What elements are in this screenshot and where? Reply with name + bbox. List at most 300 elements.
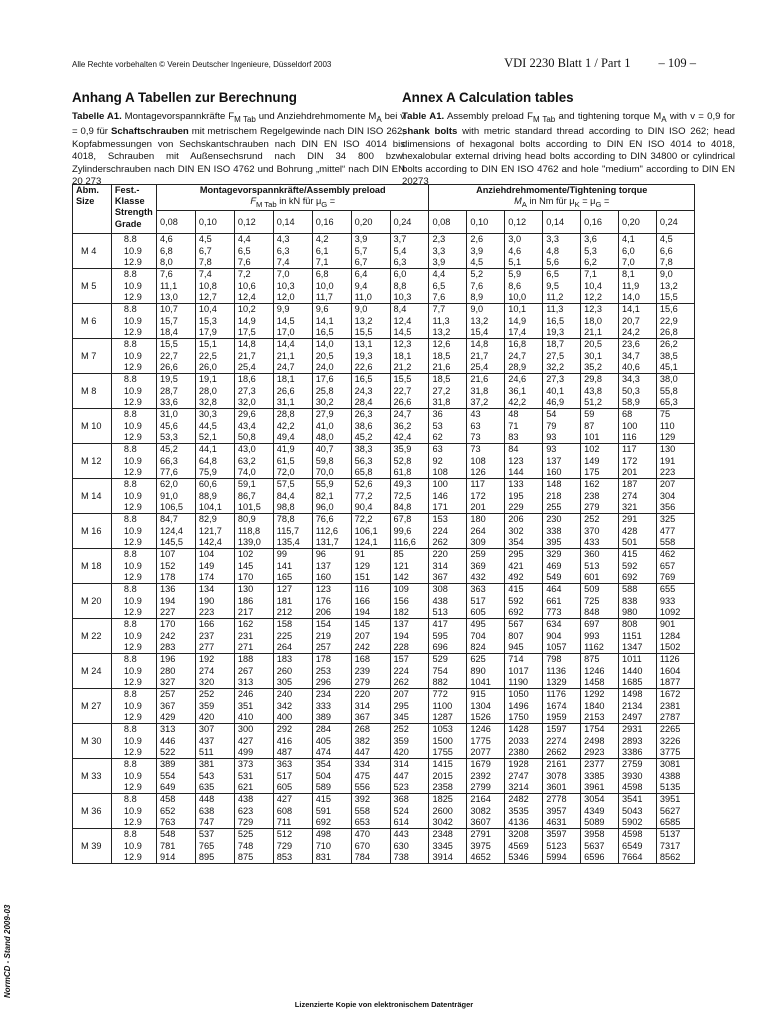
torque-cell bbox=[581, 759, 619, 794]
torque-value: 149 bbox=[584, 455, 600, 466]
torque-value: 14,1 bbox=[622, 304, 640, 315]
preload-value: 6,5 bbox=[237, 245, 251, 256]
torque-cell bbox=[543, 584, 581, 619]
torque-value: 36 bbox=[432, 409, 443, 420]
preload-cell bbox=[234, 409, 273, 444]
torque-cell bbox=[656, 514, 694, 549]
torque-value: 7,1 bbox=[584, 269, 597, 280]
torque-cell bbox=[619, 339, 657, 374]
preload-value: 747 bbox=[198, 816, 215, 827]
table-row bbox=[73, 374, 695, 409]
torque-value: 220 bbox=[432, 549, 448, 560]
table-row bbox=[73, 304, 695, 339]
torque-cell bbox=[505, 724, 543, 759]
torque-value: 1458 bbox=[584, 676, 605, 687]
torque-value: 295 bbox=[508, 549, 524, 560]
torque-cell bbox=[656, 759, 694, 794]
torque-value: 3597 bbox=[546, 829, 567, 840]
preload-value: 15,3 bbox=[198, 315, 217, 326]
torque-value: 8,6 bbox=[508, 280, 522, 291]
preload-value: 16,5 bbox=[315, 326, 334, 337]
preload-cell bbox=[157, 584, 196, 619]
torque-value: 421 bbox=[508, 560, 524, 571]
strength-grade: 12.9 bbox=[123, 501, 142, 512]
preload-value: 6,7 bbox=[354, 256, 368, 267]
preload-value: 194 bbox=[393, 630, 409, 641]
torque-value: 48 bbox=[508, 409, 519, 420]
torque-value: 2134 bbox=[622, 700, 643, 711]
torque-value: 274 bbox=[622, 490, 638, 501]
torque-value: 4598 bbox=[622, 781, 643, 792]
torque-cell bbox=[619, 794, 657, 829]
preload-value: 314 bbox=[393, 759, 409, 770]
preload-cell bbox=[234, 514, 273, 549]
torque-value: 356 bbox=[659, 501, 676, 512]
preload-cell bbox=[195, 409, 234, 444]
torque-value: 517 bbox=[470, 595, 486, 606]
size-column-header: Abm. Size bbox=[73, 185, 112, 234]
preload-value: 284 bbox=[315, 724, 332, 735]
torque-value: 308 bbox=[432, 584, 448, 595]
torque-value: 1750 bbox=[508, 711, 529, 722]
preload-value: 166 bbox=[354, 595, 370, 606]
preload-value: 26,6 bbox=[276, 385, 295, 396]
preload-cell bbox=[157, 549, 196, 584]
torque-value: 24,6 bbox=[508, 374, 527, 385]
preload-value: 220 bbox=[354, 689, 370, 700]
preload-value: 6,8 bbox=[315, 269, 329, 280]
torque-cell bbox=[467, 794, 505, 829]
preload-cell bbox=[351, 829, 390, 864]
torque-cell bbox=[619, 374, 657, 409]
torque-value: 980 bbox=[622, 606, 638, 617]
torque-value: 495 bbox=[470, 619, 486, 630]
preload-value: 499 bbox=[237, 746, 254, 757]
preload-value: 19,1 bbox=[198, 374, 217, 385]
torque-value: 890 bbox=[470, 665, 486, 676]
torque-value: 2,3 bbox=[432, 234, 446, 245]
preload-value: 227 bbox=[160, 606, 176, 617]
strength-grades bbox=[111, 444, 156, 479]
torque-value: 875 bbox=[584, 654, 600, 665]
preload-cell bbox=[390, 794, 429, 829]
torque-friction-coefficient: 0,24 bbox=[656, 211, 694, 234]
strength-grade: 10.9 bbox=[123, 805, 142, 816]
torque-value: 42,2 bbox=[508, 396, 527, 407]
preload-value: 72,5 bbox=[393, 490, 412, 501]
preload-value: 74,0 bbox=[237, 466, 256, 477]
preload-value: 217 bbox=[237, 606, 254, 617]
torque-value: 13,2 bbox=[432, 326, 451, 337]
preload-cell bbox=[312, 759, 351, 794]
preload-value: 738 bbox=[393, 851, 409, 862]
preload-value: 207 bbox=[393, 689, 409, 700]
torque-value: 2377 bbox=[584, 759, 605, 770]
preload-value: 124,4 bbox=[160, 525, 183, 536]
torque-cell bbox=[619, 829, 657, 864]
page-number: – 109 – bbox=[658, 56, 696, 70]
torque-title: Anziehdrehmomente/Tightening torque bbox=[476, 185, 648, 195]
preload-value: 10,7 bbox=[160, 304, 178, 315]
preload-value: 589 bbox=[315, 781, 332, 792]
preload-value: 49,4 bbox=[276, 431, 295, 442]
torque-value: 1162 bbox=[584, 641, 604, 652]
torque-cell bbox=[429, 234, 467, 269]
torque-value: 5994 bbox=[546, 851, 567, 862]
torque-value: 1100 bbox=[432, 700, 453, 711]
torque-value: 367 bbox=[432, 571, 448, 582]
table-row bbox=[73, 479, 695, 514]
torque-value: 229 bbox=[508, 501, 524, 512]
torque-value: 4,4 bbox=[432, 269, 446, 280]
torque-value: 24,2 bbox=[622, 326, 640, 337]
preload-value: 895 bbox=[198, 851, 215, 862]
torque-cell bbox=[543, 409, 581, 444]
torque-value: 123 bbox=[508, 455, 524, 466]
torque-value: 10,1 bbox=[508, 304, 527, 315]
torque-value: 3775 bbox=[659, 746, 681, 757]
preload-value: 104,1 bbox=[198, 501, 222, 512]
torque-value: 1092 bbox=[659, 606, 681, 617]
preload-value: 59,8 bbox=[315, 455, 334, 466]
preload-cell bbox=[195, 584, 234, 619]
strength-grade: 12.9 bbox=[123, 396, 142, 407]
preload-cell bbox=[312, 374, 351, 409]
torque-value: 415 bbox=[508, 584, 524, 595]
preload-value: 7,0 bbox=[276, 269, 290, 280]
preload-value: 52,1 bbox=[198, 431, 217, 442]
strength-grade: 10.9 bbox=[123, 665, 142, 676]
torque-value: 945 bbox=[508, 641, 524, 652]
preload-cell bbox=[157, 759, 196, 794]
preload-value: 16,5 bbox=[354, 374, 373, 385]
preload-value: 512 bbox=[276, 829, 293, 840]
preload-value: 914 bbox=[160, 851, 176, 862]
preload-value: 296 bbox=[315, 676, 332, 687]
preload-cell bbox=[195, 269, 234, 304]
torque-value: 25,4 bbox=[470, 361, 489, 372]
torque-value: 9,5 bbox=[546, 280, 559, 291]
strength-grade: 10.9 bbox=[123, 455, 142, 466]
torque-cell bbox=[429, 724, 467, 759]
torque-value: 3930 bbox=[622, 770, 643, 781]
torque-cell bbox=[505, 829, 543, 864]
torque-value: 101 bbox=[584, 431, 600, 442]
torque-value: 4652 bbox=[470, 851, 491, 862]
torque-value: 4,1 bbox=[622, 234, 635, 245]
torque-value: 3078 bbox=[546, 770, 567, 781]
torque-value: 23,6 bbox=[622, 339, 640, 350]
preload-value: 305 bbox=[276, 676, 293, 687]
preload-value: 7,8 bbox=[198, 256, 212, 267]
torque-unit: $M_A$ in Nm für $\mu_K = \mu_G$ = bbox=[514, 196, 610, 210]
preload-value: 36,2 bbox=[393, 420, 412, 431]
strength-grade: 10.9 bbox=[123, 490, 142, 501]
torque-value: 224 bbox=[432, 525, 448, 536]
torque-value: 2153 bbox=[584, 711, 605, 722]
torque-value: 3082 bbox=[470, 805, 491, 816]
torque-cell bbox=[505, 689, 543, 724]
torque-value: 21,7 bbox=[470, 350, 489, 361]
torque-value: 1825 bbox=[432, 794, 453, 805]
preload-value: 25,4 bbox=[237, 361, 256, 372]
preload-value: 131,7 bbox=[315, 536, 339, 547]
torque-value: 4,6 bbox=[508, 245, 522, 256]
torque-cell bbox=[656, 794, 694, 829]
preload-value: 237 bbox=[198, 630, 215, 641]
preload-value: 267 bbox=[237, 665, 254, 676]
preload-value: 382 bbox=[354, 735, 370, 746]
preload-value: 853 bbox=[276, 851, 293, 862]
torque-value: 175 bbox=[584, 466, 600, 477]
torque-value: 588 bbox=[622, 584, 638, 595]
torque-value: 309 bbox=[470, 536, 486, 547]
preload-value: 429 bbox=[160, 711, 176, 722]
torque-value: 4349 bbox=[584, 805, 605, 816]
torque-value: 71 bbox=[508, 420, 519, 431]
torque-cell bbox=[429, 514, 467, 549]
torque-value: 2498 bbox=[584, 735, 605, 746]
preload-value: 24,0 bbox=[315, 361, 334, 372]
torque-value: 3054 bbox=[584, 794, 605, 805]
torque-value: 264 bbox=[470, 525, 486, 536]
preload-cell bbox=[273, 374, 312, 409]
preload-value: 264 bbox=[276, 641, 293, 652]
preload-value: 525 bbox=[237, 829, 254, 840]
torque-value: 191 bbox=[659, 455, 676, 466]
preload-value: 30,2 bbox=[315, 396, 334, 407]
torque-value: 6,5 bbox=[432, 280, 446, 291]
torque-cell bbox=[656, 619, 694, 654]
preload-value: 32,0 bbox=[237, 396, 256, 407]
torque-value: 462 bbox=[659, 549, 676, 560]
bolt-size: M 14 bbox=[73, 479, 112, 514]
torque-value: 279 bbox=[584, 501, 600, 512]
preload-value: 18,6 bbox=[237, 374, 256, 385]
torque-value: 3951 bbox=[659, 794, 681, 805]
preload-value: 333 bbox=[315, 700, 332, 711]
preload-value: 14,5 bbox=[393, 326, 412, 337]
torque-value: 12,6 bbox=[432, 339, 451, 350]
preload-value: 4,2 bbox=[315, 234, 329, 245]
strength-grade: 8.8 bbox=[123, 584, 137, 595]
torque-cell bbox=[581, 584, 619, 619]
strength-grade: 12.9 bbox=[123, 781, 142, 792]
preload-value: 307 bbox=[198, 724, 215, 735]
bolt-size: M 30 bbox=[73, 724, 112, 759]
torque-value: 3,3 bbox=[432, 245, 446, 256]
torque-value: 773 bbox=[546, 606, 562, 617]
torque-friction-coefficient: 0,10 bbox=[467, 211, 505, 234]
torque-value: 27,3 bbox=[546, 374, 565, 385]
table-row bbox=[73, 619, 695, 654]
torque-value: 6,6 bbox=[659, 245, 673, 256]
bolt-size: M 5 bbox=[73, 269, 112, 304]
preload-value: 135,4 bbox=[276, 536, 300, 547]
torque-cell bbox=[543, 829, 581, 864]
preload-cell bbox=[390, 759, 429, 794]
table-row bbox=[73, 514, 695, 549]
preload-cell bbox=[351, 654, 390, 689]
torque-value: 9,0 bbox=[470, 304, 484, 315]
preload-cell bbox=[390, 619, 429, 654]
preload-value: 653 bbox=[354, 816, 370, 827]
torque-cell bbox=[619, 724, 657, 759]
preload-value: 64,8 bbox=[198, 455, 217, 466]
preload-value: 21,1 bbox=[276, 350, 295, 361]
strength-grade: 12.9 bbox=[123, 851, 142, 862]
preload-cell bbox=[273, 339, 312, 374]
torque-cell bbox=[619, 514, 657, 549]
preload-cell bbox=[312, 444, 351, 479]
torque-value: 14,0 bbox=[622, 291, 640, 302]
torque-value: 162 bbox=[584, 479, 600, 490]
preload-value: 166 bbox=[198, 619, 215, 630]
preload-value: 223 bbox=[198, 606, 215, 617]
preload-value: 548 bbox=[160, 829, 176, 840]
torque-value: 29,8 bbox=[584, 374, 602, 385]
preload-value: 13,1 bbox=[354, 339, 373, 350]
preload-value: 231 bbox=[237, 630, 254, 641]
torque-value: 59 bbox=[584, 409, 595, 420]
torque-value: 605 bbox=[470, 606, 486, 617]
preload-cell bbox=[195, 479, 234, 514]
torque-value: 838 bbox=[622, 595, 638, 606]
torque-cell bbox=[505, 234, 543, 269]
preload-value: 614 bbox=[393, 816, 409, 827]
preload-value: 537 bbox=[198, 829, 215, 840]
torque-value: 6,0 bbox=[622, 245, 635, 256]
torque-value: 2787 bbox=[659, 711, 681, 722]
torque-value: 172 bbox=[470, 490, 486, 501]
standard-name: VDI 2230 Blatt 1 / Part 1 bbox=[504, 56, 631, 70]
preload-value: 181 bbox=[276, 595, 293, 606]
preload-cell bbox=[234, 654, 273, 689]
bolt-size: M 39 bbox=[73, 829, 112, 864]
strength-grade: 10.9 bbox=[123, 525, 142, 536]
preload-cell bbox=[195, 339, 234, 374]
preload-cell bbox=[234, 479, 273, 514]
preload-value: 9,9 bbox=[276, 304, 290, 315]
preload-value: 240 bbox=[276, 689, 293, 700]
torque-value: 180 bbox=[470, 514, 486, 525]
preload-value: 242 bbox=[160, 630, 176, 641]
preload-value: 8,4 bbox=[393, 304, 407, 315]
preload-value: 280 bbox=[160, 665, 176, 676]
preload-value: 107 bbox=[160, 549, 176, 560]
preload-cell bbox=[351, 234, 390, 269]
torque-cell bbox=[581, 549, 619, 584]
preload-value: 10,8 bbox=[198, 280, 217, 291]
preload-cell bbox=[195, 619, 234, 654]
preload-cell bbox=[157, 689, 196, 724]
strength-grade: 10.9 bbox=[123, 420, 142, 431]
preload-value: 43,4 bbox=[237, 420, 256, 431]
torque-value: 1292 bbox=[584, 689, 605, 700]
preload-value: 182 bbox=[393, 606, 409, 617]
torque-value: 9,0 bbox=[659, 269, 673, 280]
preload-value: 8,0 bbox=[160, 256, 173, 267]
torque-value: 153 bbox=[432, 514, 448, 525]
preload-value: 49,3 bbox=[393, 479, 412, 490]
preload-value: 446 bbox=[160, 735, 176, 746]
torque-value: 338 bbox=[546, 525, 562, 536]
preload-cell bbox=[273, 444, 312, 479]
preload-value: 649 bbox=[160, 781, 176, 792]
torque-cell bbox=[656, 724, 694, 759]
preload-cell bbox=[351, 479, 390, 514]
strength-grade: 12.9 bbox=[123, 256, 142, 267]
bolt-size: M 16 bbox=[73, 514, 112, 549]
preload-value: 623 bbox=[237, 805, 254, 816]
strength-grade: 10.9 bbox=[123, 280, 142, 291]
torque-value: 882 bbox=[432, 676, 448, 687]
preload-value: 21,7 bbox=[237, 350, 256, 361]
preload-cell bbox=[157, 654, 196, 689]
bolt-size: M 8 bbox=[73, 374, 112, 409]
torque-cell bbox=[505, 374, 543, 409]
torque-value: 133 bbox=[508, 479, 524, 490]
torque-cell bbox=[656, 234, 694, 269]
preload-value: 158 bbox=[276, 619, 293, 630]
strength-grade: 8.8 bbox=[123, 479, 137, 490]
preload-value: 19,3 bbox=[354, 350, 373, 361]
torque-value: 3,6 bbox=[584, 234, 597, 245]
strength-grades bbox=[111, 584, 156, 619]
torque-value: 5,1 bbox=[508, 256, 522, 267]
preload-value: 765 bbox=[198, 840, 215, 851]
preload-cell bbox=[390, 269, 429, 304]
preload-value: 165 bbox=[276, 571, 293, 582]
torque-value: 65,3 bbox=[659, 396, 678, 407]
torque-value: 12,3 bbox=[584, 304, 602, 315]
torque-value: 2358 bbox=[432, 781, 453, 792]
torque-value: 1041 bbox=[470, 676, 491, 687]
torque-value: 3,0 bbox=[508, 234, 522, 245]
preload-value: 225 bbox=[276, 630, 293, 641]
preload-cell bbox=[312, 514, 351, 549]
torque-cell bbox=[467, 479, 505, 514]
torque-cell bbox=[467, 409, 505, 444]
torque-value: 1287 bbox=[432, 711, 453, 722]
torque-value: 13,2 bbox=[470, 315, 489, 326]
preload-value: 137 bbox=[315, 560, 332, 571]
preload-value: 531 bbox=[237, 770, 254, 781]
grade-column-header: Fest.-Klasse Strength Grade bbox=[111, 185, 156, 234]
torque-value: 8562 bbox=[659, 851, 681, 862]
preload-value: 274 bbox=[198, 665, 215, 676]
table-row bbox=[73, 829, 695, 864]
torque-value: 601 bbox=[584, 571, 600, 582]
preload-value: 554 bbox=[160, 770, 176, 781]
preload-value: 121 bbox=[393, 560, 409, 571]
preload-value: 42,2 bbox=[276, 420, 295, 431]
preload-value: 82,9 bbox=[198, 514, 217, 525]
preload-cell bbox=[195, 234, 234, 269]
preload-value: 178 bbox=[315, 654, 332, 665]
torque-cell bbox=[656, 269, 694, 304]
preload-value: 15,7 bbox=[160, 315, 178, 326]
torque-value: 21,1 bbox=[584, 326, 602, 337]
torque-value: 10,4 bbox=[584, 280, 602, 291]
preload-value: 543 bbox=[198, 770, 215, 781]
preload-value: 28,0 bbox=[198, 385, 217, 396]
torque-value: 187 bbox=[622, 479, 638, 490]
torque-cell bbox=[505, 444, 543, 479]
bolt-size: M 24 bbox=[73, 654, 112, 689]
preload-cell bbox=[390, 549, 429, 584]
torque-value: 360 bbox=[584, 549, 600, 560]
